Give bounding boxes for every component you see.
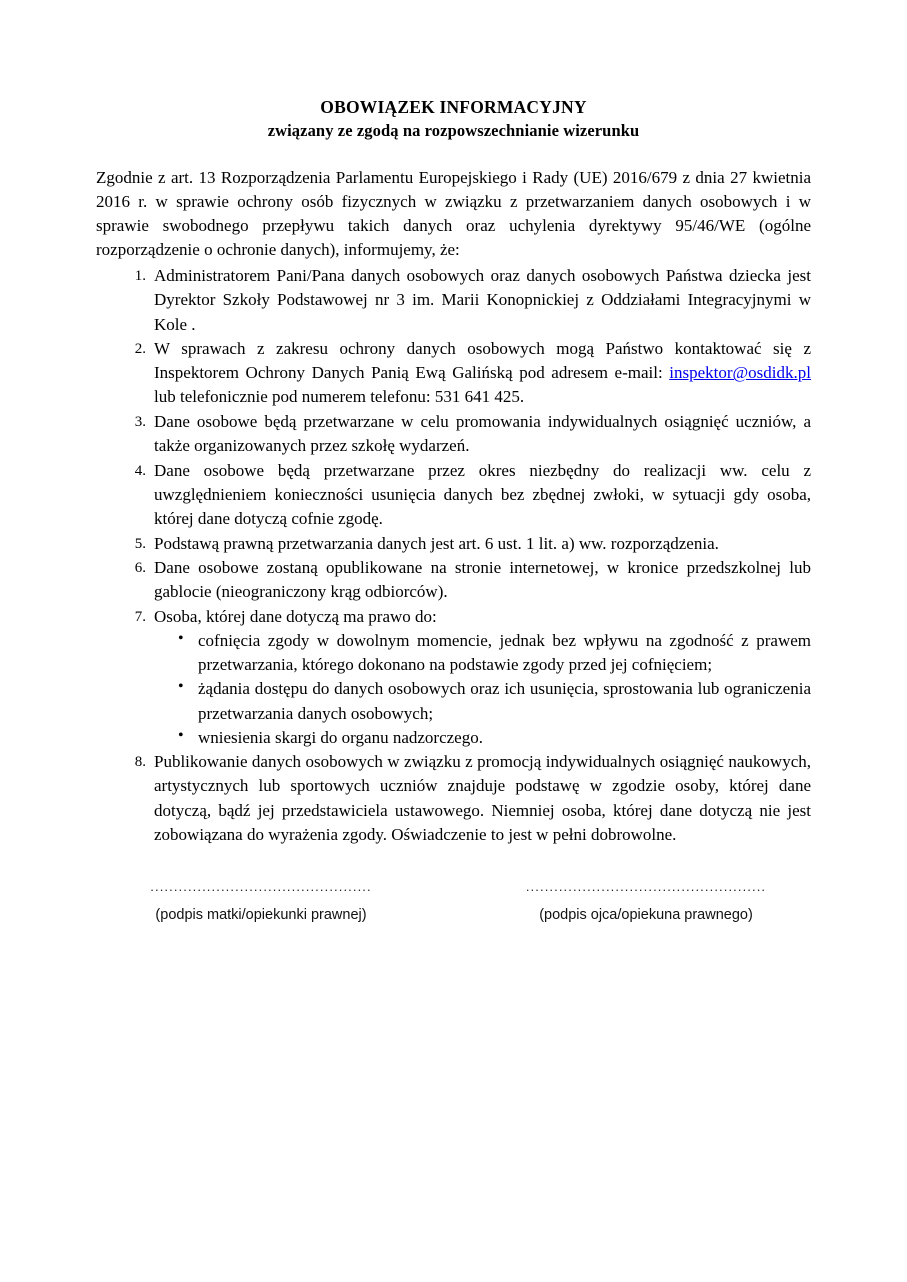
inspector-email-link[interactable]: inspektor@osdidk.pl: [669, 363, 811, 383]
signature-area: [96, 880, 811, 923]
signature-caption: (podpis ojca/opiekuna prawnego): [539, 907, 753, 923]
list-item: [152, 264, 811, 336]
signature-caption: (podpis matki/opiekunki prawnej): [155, 907, 367, 923]
list-item: [152, 556, 811, 604]
sublist-item-text: cofnięcia zgody w dowolnym momencie, jednak bez wpływu na zgodność z prawem przetwarzania, którego dokonano na podstawie zgody przed jej cofnięciem;: [198, 631, 811, 675]
list-item: [152, 750, 811, 847]
list-item-text: Dane osobowe będą przetwarzane przez okres niezbędny do realizacji ww. celu z uwzględnieniem konieczności usunięcia danych bez zbędnej zwłoki, w sytuacji gdy osoba, której dane dotyczą cofnie zgodę.: [154, 460, 811, 529]
list-item: [152, 532, 811, 556]
list-item: [152, 605, 811, 750]
information-clause-list: [96, 264, 811, 847]
list-item-text-after-link: lub telefonicznie pod numerem telefonu: 531 641 425.: [154, 387, 525, 407]
sublist-item-text: wniesienia skargi do organu nadzorczego.: [198, 727, 483, 747]
list-item-text-before-link: W sprawach z zakresu ochrony danych osobowych mogą Państwo kontaktować się z Inspektorem Ochrony Danych Panią Ewą Galińską pod adresem e-mail:: [154, 339, 811, 383]
sublist-item: [198, 726, 811, 750]
page-subtitle: związany ze zgodą na rozpowszechnianie wizerunku: [267, 121, 640, 141]
list-item-text: Podstawą prawną przetwarzania danych jest art. 6 ust. 1 lit. a) ww. rozporządzenia.: [154, 533, 719, 553]
list-item-text: Dane osobowe będą przetwarzane w celu promowania indywidualnych osiągnięć uczniów, a także organizowanych przez szkołę wydarzeń.: [154, 412, 811, 456]
list-item-text: Osoba, której dane dotyczą ma prawo do:: [154, 607, 437, 627]
signature-block-father: [481, 880, 811, 923]
sublist-item-text: żądania dostępu do danych osobowych oraz ich usunięcia, sprostowania lub ograniczenia przetwarzania danych osobowych;: [198, 679, 811, 723]
signature-block-mother: [96, 880, 426, 923]
intro-paragraph: Zgodnie z art. 13 Rozporządzenia Parlamentu Europejskiego i Rady (UE) 2016/679 z dnia 27 kwietnia 2016 r. w sprawie ochrony osób fizycznych w związku z przetwarzaniem danych osobowych i w sprawie swobodnego przepływu takich danych oraz uchylenia dyrektywy 95/46/WE (ogólne rozporządzenie o ochronie danych), informujemy, że:: [96, 167, 811, 260]
list-item: [152, 337, 811, 409]
list-item-text: Publikowanie danych osobowych w związku z promocją indywidualnych osiągnięć naukowych, artystycznych lub sportowych uczniów znajduje podstawę w zgodzie osoby, której dane dotyczą, bądź jej przedstawiciela ustawowego. Niemniej osoba, której dane dotyczą nie jest zobowiązana do wyrażenia zgody. Oświadczenie to jest w pełni dobrowolne.: [154, 752, 811, 844]
rights-sublist: [154, 629, 811, 750]
list-item-text: Dane osobowe zostaną opublikowane na stronie internetowej, w kronice przedszkolnej lub gablocie (nieograniczony krąg odbiorców).: [154, 558, 811, 602]
sublist-item: [198, 677, 811, 725]
list-item: [152, 410, 811, 458]
sublist-item: [198, 629, 811, 677]
signature-line[interactable]: ...................................................: [525, 880, 767, 893]
list-item: [152, 459, 811, 531]
signature-line[interactable]: ...............................................: [150, 880, 372, 893]
page-title: OBOWIĄZEK INFORMACYJNY: [320, 97, 587, 117]
list-item-text: Administratorem Pani/Pana danych osobowych oraz danych osobowych Państwa dziecka jest Dyrektor Szkoły Podstawowej nr 3 im. Marii Konopnickiej z Oddziałami Integracyjnymi w Kole .: [154, 266, 811, 334]
